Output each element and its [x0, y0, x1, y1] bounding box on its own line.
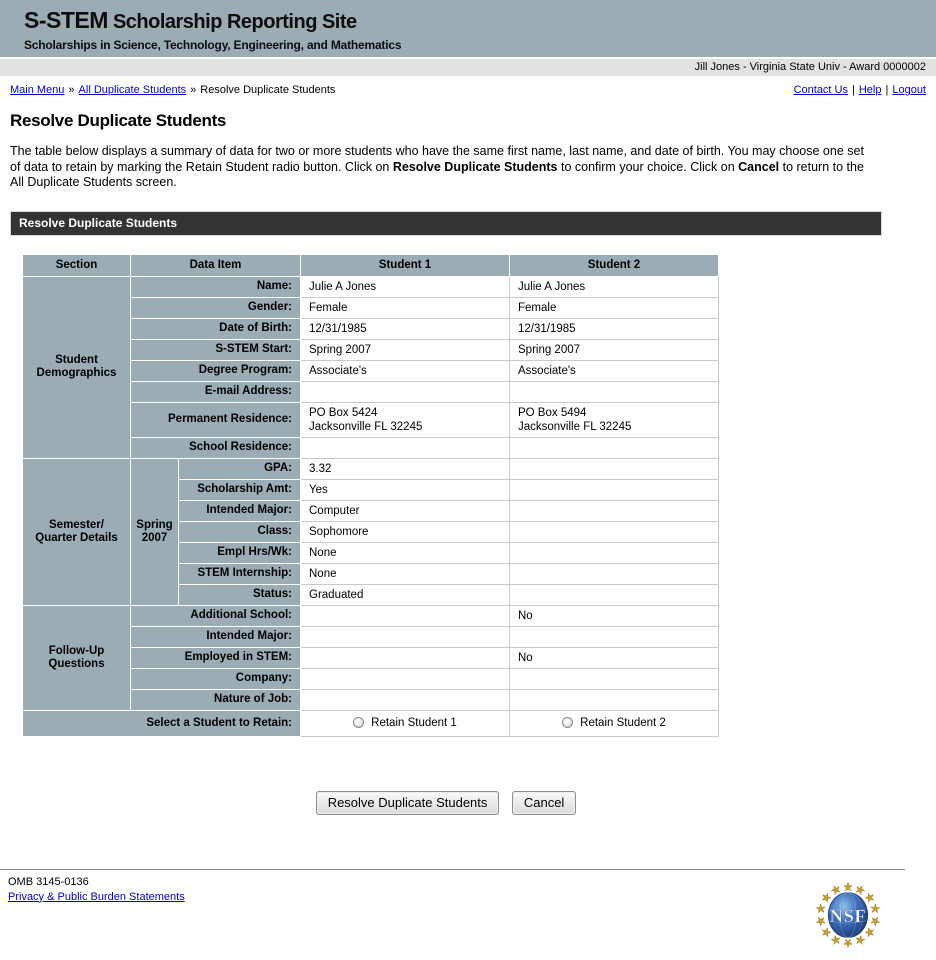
row-label-followup-intended-major: Intended Major: [131, 626, 301, 647]
student1-email-address [301, 381, 510, 402]
section-cell-followup: Follow-Up Questions [23, 605, 131, 710]
intro-paragraph [10, 144, 866, 191]
cancel-button[interactable]: Cancel [512, 791, 576, 815]
row-label-date-of-birth: Date of Birth: [131, 318, 301, 339]
student1-degree-program: Associate's [301, 360, 510, 381]
student2-date-of-birth: 12/31/1985 [510, 318, 719, 339]
table-row [23, 458, 719, 479]
nsf-logo-text: NSF [829, 905, 867, 926]
link-separator: | [885, 84, 889, 96]
row-label-intended-major: Intended Major: [179, 500, 301, 521]
section-header-bar: Resolve Duplicate Students [10, 211, 882, 236]
student1-name: Julie A Jones [301, 276, 510, 297]
row-label-status: Status: [179, 584, 301, 605]
section-cell-semester-details [23, 458, 131, 605]
student2-gpa [510, 458, 719, 479]
row-label-company: Company: [131, 668, 301, 689]
column-header-data-item: Data Item [131, 254, 301, 276]
row-label-school-residence: School Residence: [131, 437, 301, 458]
student2-empl-hrs [510, 542, 719, 563]
retain-selection-row [23, 710, 719, 736]
student1-school-residence [301, 437, 510, 458]
section-label-line: Quarter Details [35, 531, 118, 544]
retain-student2-cell[interactable] [510, 710, 719, 736]
row-label-gender: Gender: [131, 297, 301, 318]
breadcrumb-separator: » [190, 84, 197, 96]
student1-stem-internship: None [301, 563, 510, 584]
retain-student1-radio[interactable] [353, 717, 364, 728]
row-label-gpa: GPA: [179, 458, 301, 479]
student2-name: Julie A Jones [510, 276, 719, 297]
student2-nature-of-job [510, 689, 719, 710]
student2-company [510, 668, 719, 689]
omb-number: OMB 3145-0136 [8, 875, 89, 888]
help-link[interactable]: Help [858, 84, 882, 96]
student1-nature-of-job [301, 689, 510, 710]
breadcrumb-current-page: Resolve Duplicate Students [200, 84, 336, 96]
student2-class [510, 521, 719, 542]
student2-additional-school: No [510, 605, 719, 626]
student1-permanent-residence [301, 402, 510, 437]
column-header-student2: Student 2 [510, 254, 719, 276]
row-label-empl-hrs: Empl Hrs/Wk: [179, 542, 301, 563]
student1-status: Graduated [301, 584, 510, 605]
student2-permanent-residence [510, 402, 719, 437]
retain-row-label: Select a Student to Retain: [23, 710, 301, 736]
student1-employed-in-stem [301, 647, 510, 668]
student1-intended-major: Computer [301, 500, 510, 521]
nsf-logo [814, 880, 882, 950]
breadcrumb-all-duplicate-students-link[interactable]: All Duplicate Students [78, 84, 187, 96]
site-title-text: Scholarship Reporting Site [107, 11, 357, 33]
row-label-permanent-residence: Permanent Residence: [131, 402, 301, 437]
address-line2: Jacksonville FL 32245 [309, 420, 423, 433]
address-line2: Jacksonville FL 32245 [518, 420, 632, 433]
intro-bold-cancel: Cancel [738, 159, 780, 174]
breadcrumb [10, 84, 335, 96]
row-label-name: Name: [131, 276, 301, 297]
intro-bold-resolve: Resolve Duplicate Students [392, 159, 558, 174]
row-label-degree-program: Degree Program: [131, 360, 301, 381]
student1-sstem-start: Spring 2007 [301, 339, 510, 360]
row-label-scholarship-amt: Scholarship Amt: [179, 479, 301, 500]
student2-school-residence [510, 437, 719, 458]
page-footer [0, 869, 905, 926]
site-title [24, 7, 936, 37]
address-line1: PO Box 5424 [309, 406, 378, 419]
site-brand: S-STEM [24, 7, 108, 33]
student1-additional-school [301, 605, 510, 626]
retain-student1-label[interactable]: Retain Student 1 [371, 716, 457, 729]
row-label-employed-in-stem: Employed in STEM: [131, 647, 301, 668]
link-separator: | [852, 84, 855, 96]
intro-text: The table below displays a summary of data for two or more students who have the same first name, last name, and date of birth. You may choose one set of data to retain by marking the Retain Student radio button. Click on [10, 144, 864, 174]
student2-gender: Female [510, 297, 719, 318]
student1-date-of-birth: 12/31/1985 [301, 318, 510, 339]
breadcrumb-separator: » [68, 84, 75, 96]
row-label-additional-school: Additional School: [131, 605, 301, 626]
site-subtitle: Scholarships in Science, Technology, Engineering, and Mathematics [24, 38, 402, 52]
student2-email-address [510, 381, 719, 402]
student1-class: Sophomore [301, 521, 510, 542]
student2-employed-in-stem: No [510, 647, 719, 668]
top-row [0, 77, 936, 96]
student1-gpa: 3.32 [301, 458, 510, 479]
student1-gender: Female [301, 297, 510, 318]
row-label-nature-of-job: Nature of Job: [131, 689, 301, 710]
action-button-row [0, 791, 892, 815]
duplicate-students-table [22, 254, 719, 737]
utility-links [794, 84, 926, 96]
breadcrumb-main-menu-link[interactable]: Main Menu [10, 84, 65, 96]
retain-student2-radio[interactable] [562, 717, 573, 728]
intro-text: to return to the All Duplicate Students screen. [10, 159, 864, 189]
term-label-line: 2007 [141, 531, 168, 544]
contact-us-link[interactable]: Contact Us [793, 84, 848, 96]
retain-student2-label[interactable]: Retain Student 2 [580, 716, 666, 729]
term-label-line: Spring [136, 518, 173, 531]
student2-status [510, 584, 719, 605]
table-header-row [23, 254, 719, 276]
table-row [23, 605, 719, 626]
user-info-text: Jill Jones - Virginia State Univ - Award 0000002 [694, 61, 926, 73]
student2-degree-program: Associate's [510, 360, 719, 381]
resolve-duplicate-students-button[interactable]: Resolve Duplicate Students [316, 791, 500, 815]
student2-stem-internship [510, 563, 719, 584]
page-title: Resolve Duplicate Students [10, 111, 227, 130]
row-label-class: Class: [179, 521, 301, 542]
privacy-burden-statements-link[interactable]: Privacy & Public Burden Statements [8, 890, 185, 903]
user-info-bar [0, 57, 936, 77]
student2-intended-major [510, 500, 719, 521]
intro-text: to confirm your choice. Click on [557, 159, 739, 174]
student1-followup-intended-major [301, 626, 510, 647]
row-label-email-address: E-mail Address: [131, 381, 301, 402]
student1-company [301, 668, 510, 689]
section-label-line: Semester/ [49, 518, 104, 531]
column-header-student1: Student 1 [301, 254, 510, 276]
retain-student1-cell[interactable] [301, 710, 510, 736]
column-header-section: Section [23, 254, 131, 276]
student2-sstem-start: Spring 2007 [510, 339, 719, 360]
student2-followup-intended-major [510, 626, 719, 647]
term-cell-spring-2007 [131, 458, 179, 605]
table-row [23, 276, 719, 297]
student1-empl-hrs: None [301, 542, 510, 563]
section-cell-demographics: Student Demographics [23, 276, 131, 458]
row-label-sstem-start: S-STEM Start: [131, 339, 301, 360]
student2-scholarship-amt [510, 479, 719, 500]
site-header [0, 0, 936, 57]
student1-scholarship-amt: Yes [301, 479, 510, 500]
row-label-stem-internship: STEM Internship: [179, 563, 301, 584]
logout-link[interactable]: Logout [892, 84, 926, 96]
address-line1: PO Box 5494 [518, 406, 587, 419]
